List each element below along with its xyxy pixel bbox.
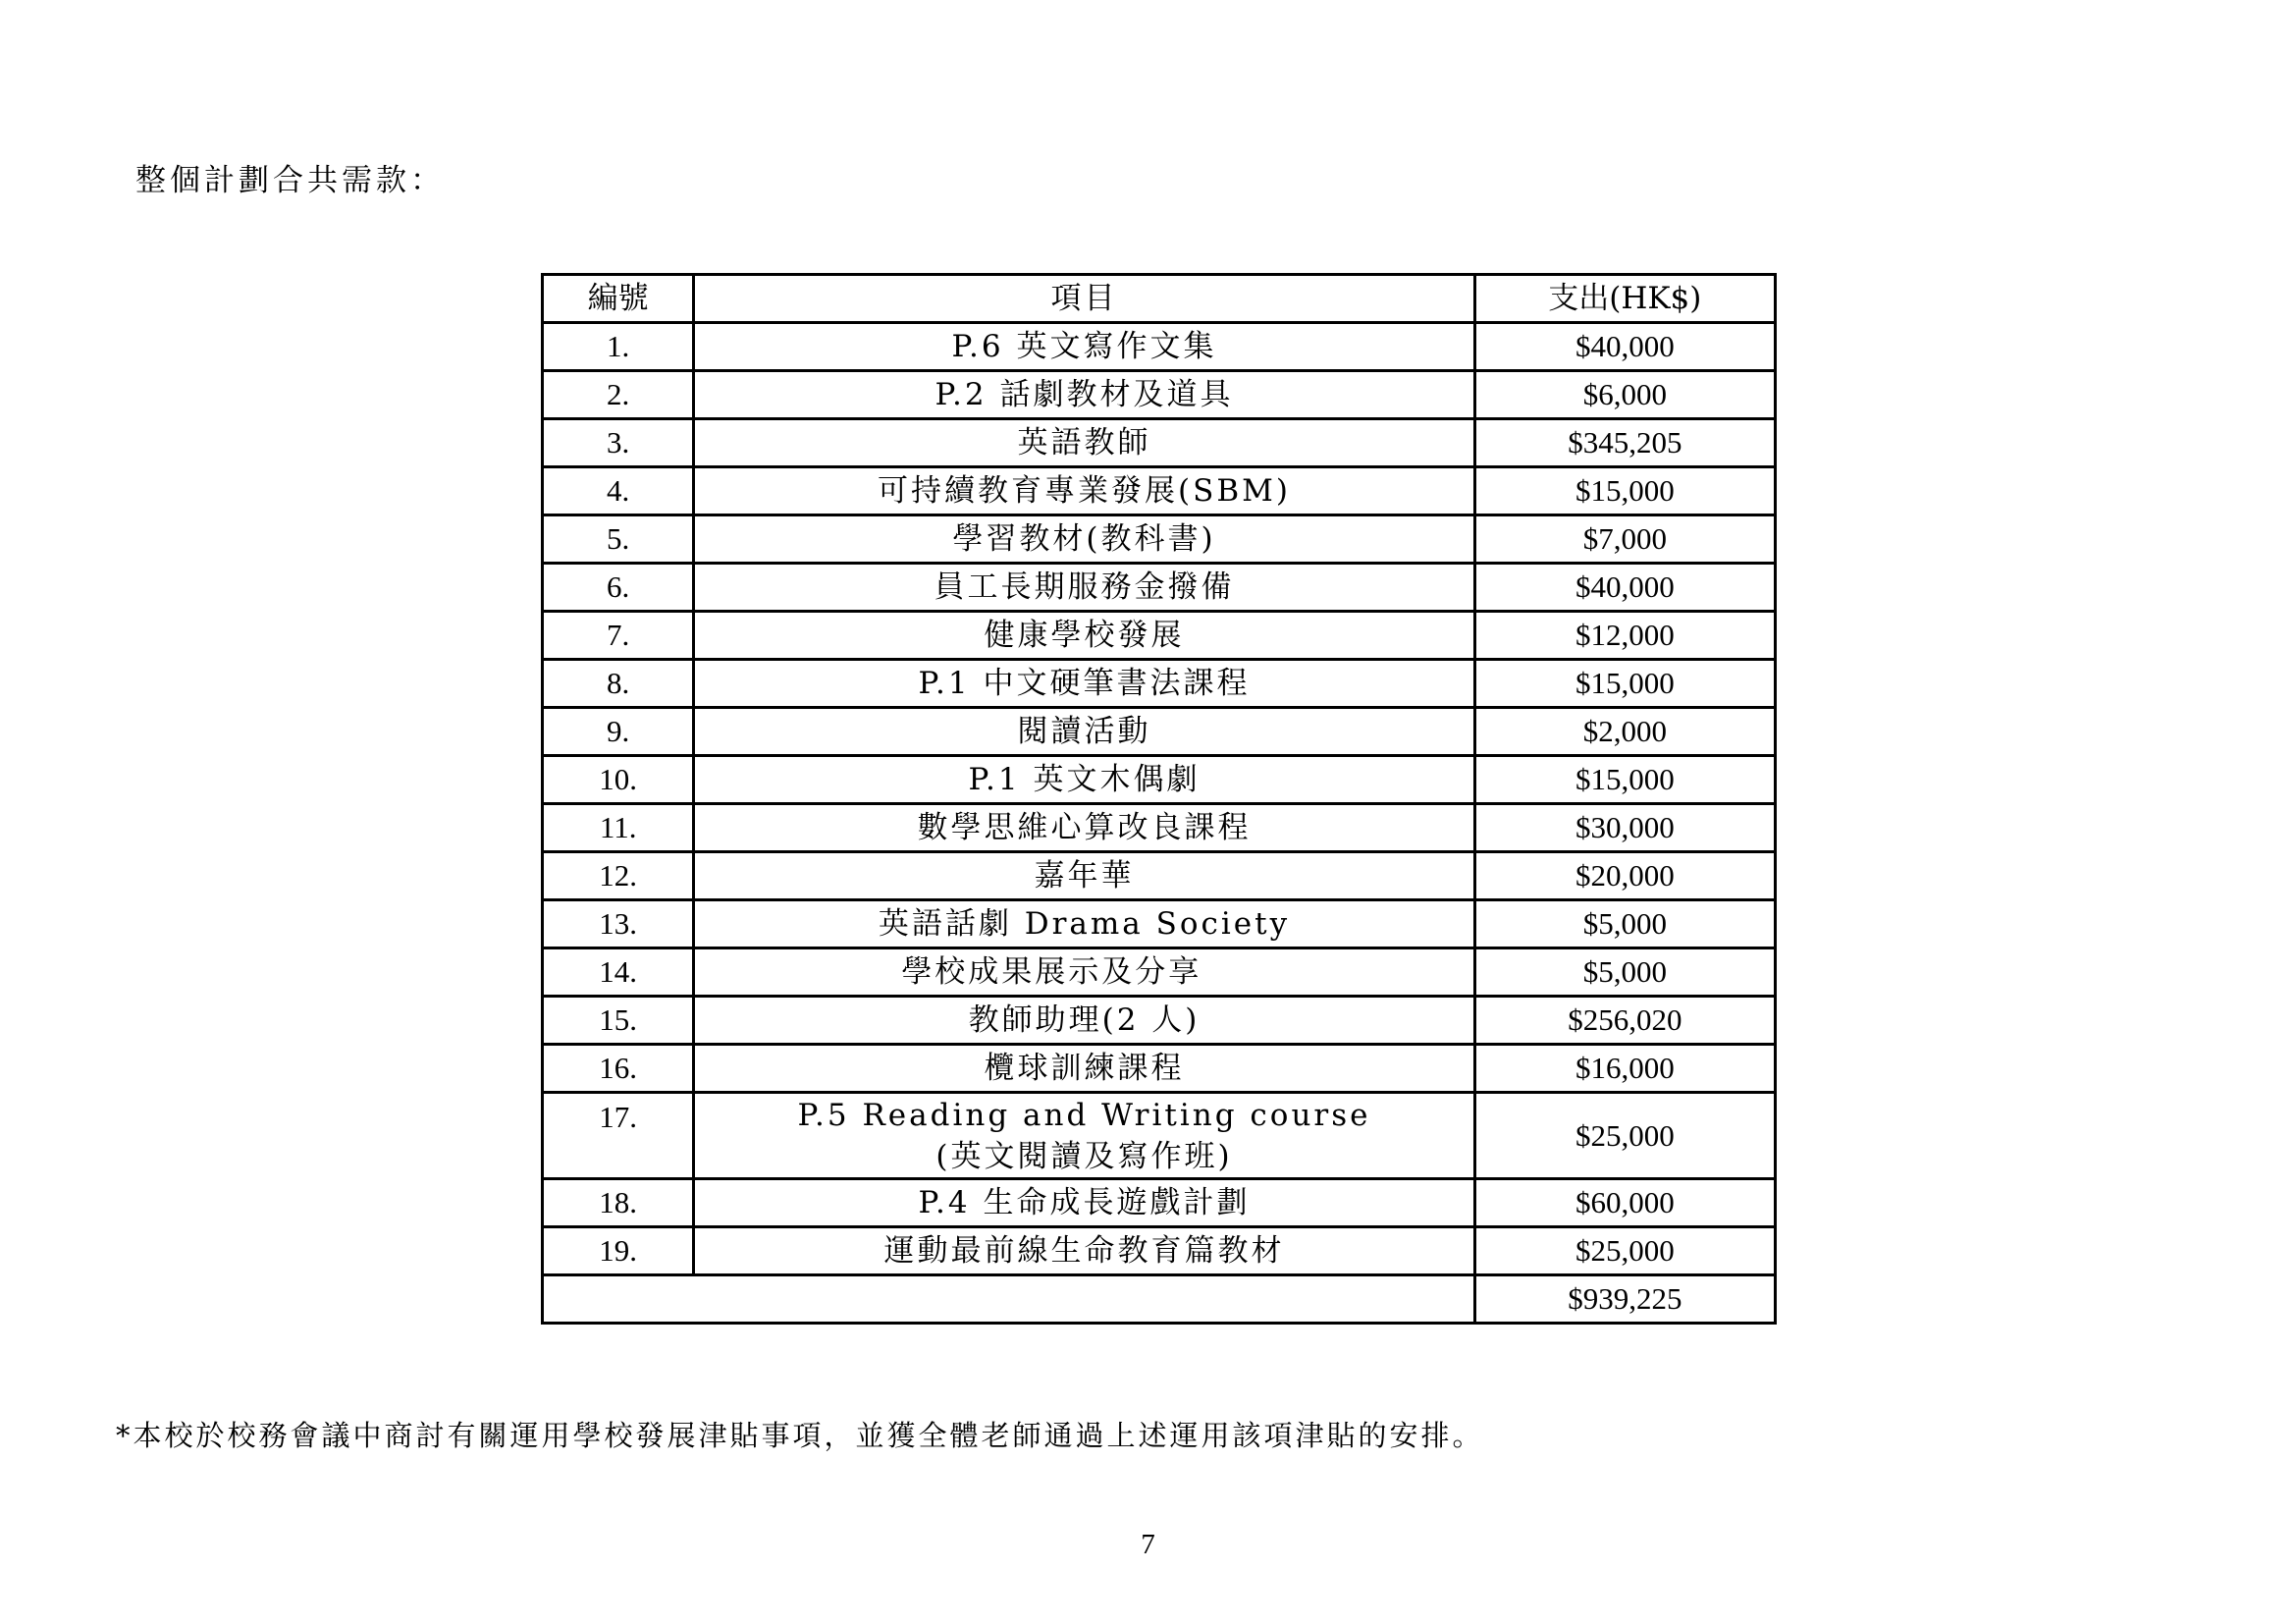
row-amount: $15,000 [1474, 660, 1775, 708]
row-amount: $12,000 [1474, 612, 1775, 660]
row-amount: $345,205 [1474, 419, 1775, 467]
row-item: P.4 生命成長遊戲計劃 [694, 1179, 1474, 1227]
table-row [543, 564, 1776, 612]
budget-table [541, 273, 1777, 1325]
table-row [543, 612, 1776, 660]
row-no: 17. [543, 1093, 694, 1179]
table-total-row [543, 1275, 1776, 1324]
row-item: 英語教師 [694, 419, 1474, 467]
page-number: 7 [1141, 1529, 1155, 1560]
row-amount: $2,000 [1474, 708, 1775, 756]
row-item: 健康學校發展 [694, 612, 1474, 660]
row-amount: $60,000 [1474, 1179, 1775, 1227]
row-item: P.6 英文寫作文集 [694, 323, 1474, 371]
row-item: 嘉年華 [694, 852, 1474, 900]
row-item: 閱讀活動 [694, 708, 1474, 756]
table-row [543, 467, 1776, 515]
row-item-line-1: P.5 Reading and Writing course [797, 1097, 1371, 1133]
row-no: 6. [543, 564, 694, 612]
page-heading: 整個計劃合共需款： [135, 163, 445, 198]
row-amount: $25,000 [1474, 1227, 1775, 1275]
row-amount: $16,000 [1474, 1045, 1775, 1093]
row-amount: $5,000 [1474, 948, 1775, 997]
table-row [543, 997, 1776, 1045]
row-amount: $7,000 [1474, 515, 1775, 564]
header-item: 項目 [694, 275, 1474, 323]
row-item: 學習教材(教科書) [694, 515, 1474, 564]
row-no: 9. [543, 708, 694, 756]
header-amount: 支出(HK$) [1474, 275, 1775, 323]
table-row [543, 323, 1776, 371]
footnote: *本校於校務會議中商討有關運用學校發展津貼事項，並獲全體老師通過上述運用該項津貼的安排。 [116, 1419, 1484, 1452]
row-item: P.1 英文木偶劇 [694, 756, 1474, 804]
table-row [543, 515, 1776, 564]
row-no: 19. [543, 1227, 694, 1275]
table-row [543, 1179, 1776, 1227]
header-no: 編號 [543, 275, 694, 323]
row-amount: $6,000 [1474, 371, 1775, 419]
row-item: 數學思維心算改良課程 [694, 804, 1474, 852]
row-no: 14. [543, 948, 694, 997]
row-no: 7. [543, 612, 694, 660]
row-no: 12. [543, 852, 694, 900]
table-row [543, 660, 1776, 708]
row-item: 英語話劇 Drama Society [694, 900, 1474, 948]
table-row [543, 852, 1776, 900]
row-no: 18. [543, 1179, 694, 1227]
row-no: 16. [543, 1045, 694, 1093]
row-amount: $256,020 [1474, 997, 1775, 1045]
table-row [543, 756, 1776, 804]
row-item: 員工長期服務金撥備 [694, 564, 1474, 612]
table-header-row [543, 275, 1776, 323]
row-no: 8. [543, 660, 694, 708]
row-no: 1. [543, 323, 694, 371]
total-amount: $939,225 [1474, 1275, 1775, 1324]
table-row [543, 1093, 1776, 1179]
row-item [694, 1093, 1474, 1179]
row-item: P.2 話劇教材及道具 [694, 371, 1474, 419]
row-amount: $15,000 [1474, 467, 1775, 515]
row-amount: $20,000 [1474, 852, 1775, 900]
row-item: P.1 中文硬筆書法課程 [694, 660, 1474, 708]
row-no: 5. [543, 515, 694, 564]
row-amount: $5,000 [1474, 900, 1775, 948]
row-item-line-2: (英文閱讀及寫作班) [935, 1138, 1233, 1174]
row-amount: $40,000 [1474, 564, 1775, 612]
row-item: 教師助理(2 人) [694, 997, 1474, 1045]
row-amount: $40,000 [1474, 323, 1775, 371]
row-no: 3. [543, 419, 694, 467]
table-row [543, 371, 1776, 419]
table-row [543, 900, 1776, 948]
row-no: 15. [543, 997, 694, 1045]
row-amount: $25,000 [1474, 1093, 1775, 1179]
table-row [543, 948, 1776, 997]
table-row [543, 419, 1776, 467]
row-item: 學校成果展示及分享 [694, 948, 1474, 997]
row-item: 欖球訓練課程 [694, 1045, 1474, 1093]
row-no: 4. [543, 467, 694, 515]
total-label-cell [543, 1275, 1475, 1324]
row-no: 13. [543, 900, 694, 948]
row-item: 可持續教育專業發展(SBM) [694, 467, 1474, 515]
row-amount: $30,000 [1474, 804, 1775, 852]
table-row [543, 1045, 1776, 1093]
row-no: 10. [543, 756, 694, 804]
table-row [543, 708, 1776, 756]
row-item: 運動最前線生命教育篇教材 [694, 1227, 1474, 1275]
row-amount: $15,000 [1474, 756, 1775, 804]
row-no: 11. [543, 804, 694, 852]
table-row [543, 1227, 1776, 1275]
row-no: 2. [543, 371, 694, 419]
table-row [543, 804, 1776, 852]
